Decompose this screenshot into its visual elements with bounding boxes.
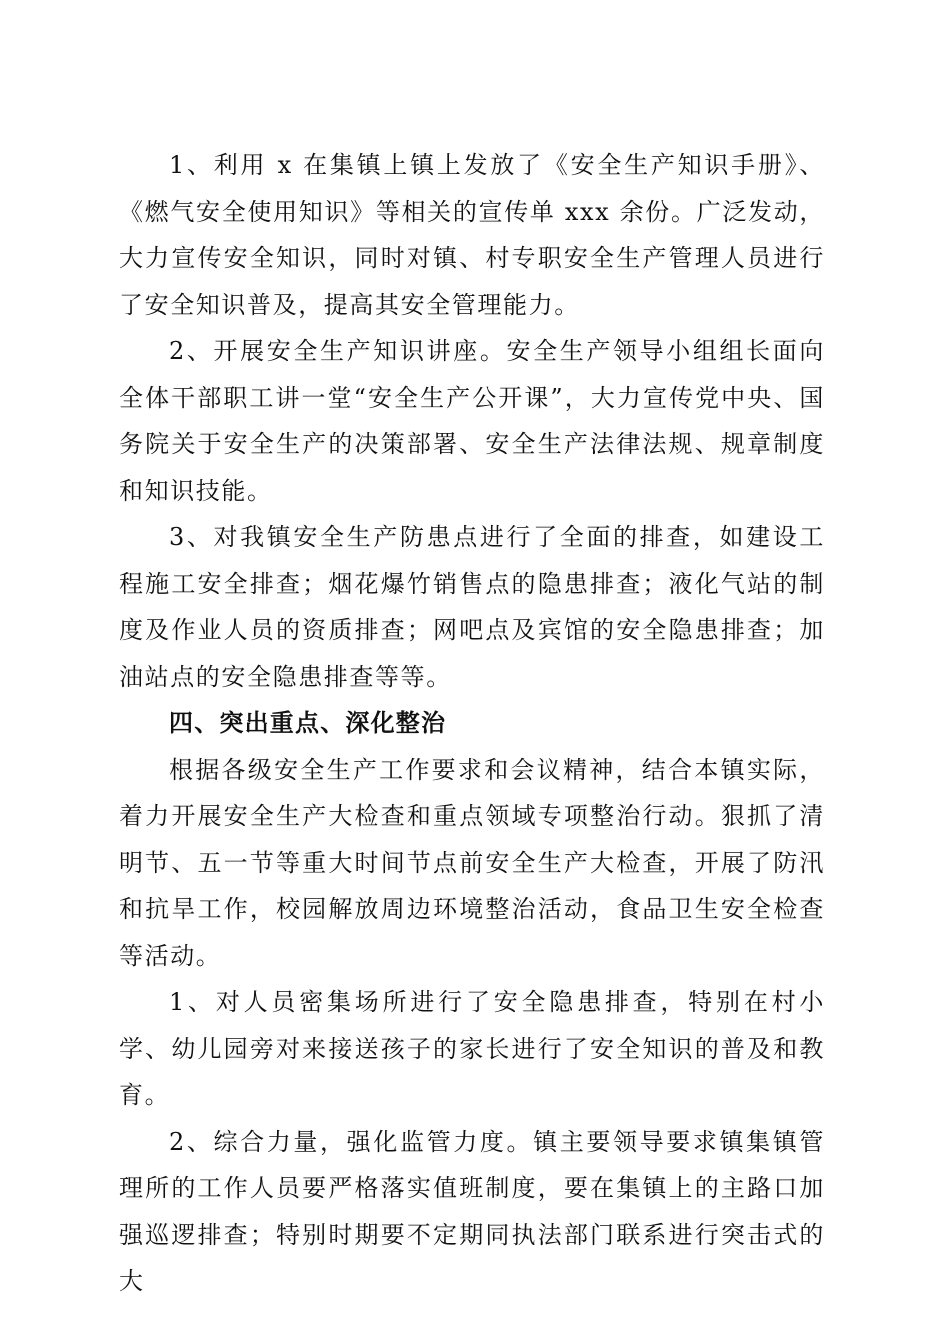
section-heading: 四、突出重点、深化整治 [169,709,447,737]
paragraph-crowded-places: 1、对人员密集场所进行了安全隐患排查，特别在村小学、幼儿园旁对来接送孩子的家长进行了安全知识的普及和教育。 [119,988,825,1109]
paragraph-safety-lecture: 2、开展安全生产知识讲座。安全生产领导小组组长面向全体干部职工讲一堂“安全生产公开课”，大力宣传党中央、国务院关于安全生产的决策部署、安全生产法律法规、规章制度和知识技能。 [119,337,825,505]
paragraph-section-intro: 根据各级安全生产工作要求和会议精神，结合本镇实际，着力开展安全生产大检查和重点领域专项整治行动。狠抓了清明节、五一节等重大时间节点前安全生产大检查，开展了防汛和抗旱工作，校园解放周边环境整治活动，食品卫生安全检查等活动。 [119,755,825,970]
document-body [119,142,825,1305]
paragraph-supervision: 2、综合力量，强化监管力度。镇主要领导要求镇集镇管理所的工作人员要严格落实值班制度，要在集镇上的主路口加强巡逻排查；特别时期要不定期同执法部门联系进行突击式的大 [119,1127,825,1295]
paragraph-hazard-inspection: 3、对我镇安全生产防患点进行了全面的排查，如建设工程施工安全排查；烟花爆竹销售点的隐患排查；液化气站的制度及作业人员的资质排查；网吧点及宾馆的安全隐患排查；加油站点的安全隐患排查等等。 [119,523,825,691]
paragraph-distribute-materials: 1、利用 x 在集镇上镇上发放了《安全生产知识手册》、《燃气安全使用知识》等相关的宣传单 xxx 余份。广泛发动，大力宣传安全知识，同时对镇、村专职安全生产管理人员进行了安全知识普及，提高其安全管理能力。 [119,151,825,319]
